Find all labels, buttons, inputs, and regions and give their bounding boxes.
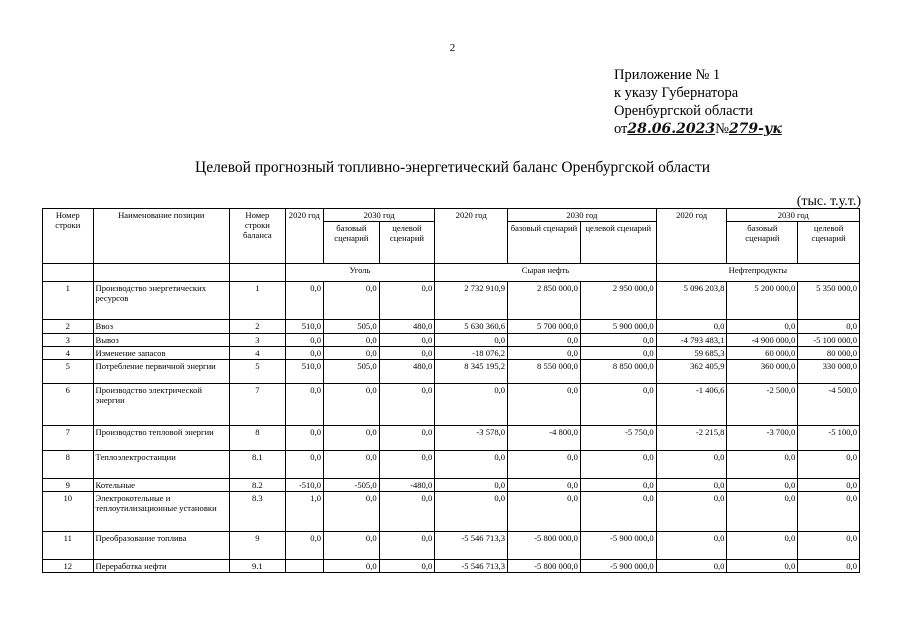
category-products: Нефтепродукты xyxy=(656,264,859,282)
value-cell: 360 000,0 xyxy=(727,360,798,384)
value-cell: 510,0 xyxy=(285,320,323,334)
balance-row-cell: 5 xyxy=(230,360,286,384)
value-cell: 5 200 000,0 xyxy=(727,282,798,320)
value-cell: 0,0 xyxy=(379,426,435,451)
position-name-cell: Электрокотельные и теплоутилизационные установки xyxy=(93,492,229,532)
value-cell: 0,0 xyxy=(324,334,380,347)
header-coal-target: целевой сценарий xyxy=(379,222,435,264)
appendix-number-sign: № xyxy=(715,121,729,137)
header-coal-base: базовый сценарий xyxy=(324,222,380,264)
balance-row-cell: 8.2 xyxy=(230,479,286,492)
value-cell: 0,0 xyxy=(285,451,323,479)
row-number-cell: 8 xyxy=(43,451,94,479)
value-cell: 2 732 910,9 xyxy=(435,282,508,320)
value-cell: -4 800,0 xyxy=(508,426,581,451)
table-row xyxy=(43,360,860,384)
appendix-line-3: Оренбургской области xyxy=(614,103,754,119)
value-cell: 0,0 xyxy=(580,492,656,532)
position-name-cell: Изменение запасов xyxy=(93,347,229,360)
value-cell: -3 700,0 xyxy=(727,426,798,451)
value-cell: 0,0 xyxy=(727,492,798,532)
value-cell: 5 700 000,0 xyxy=(508,320,581,334)
value-cell: 505,0 xyxy=(324,360,380,384)
value-cell: 8 850 000,0 xyxy=(580,360,656,384)
value-cell: 60 000,0 xyxy=(727,347,798,360)
value-cell: 80 000,0 xyxy=(798,347,860,360)
value-cell: 480,0 xyxy=(379,360,435,384)
value-cell: 5 096 203,8 xyxy=(656,282,727,320)
value-cell: 0,0 xyxy=(656,492,727,532)
value-cell: 0,0 xyxy=(435,451,508,479)
value-cell: 0,0 xyxy=(285,282,323,320)
value-cell: 5 350 000,0 xyxy=(798,282,860,320)
value-cell: 0,0 xyxy=(798,492,860,532)
header-coal-2030: 2030 год xyxy=(324,209,435,222)
table-row xyxy=(43,532,860,560)
balance-row-cell: 4 xyxy=(230,347,286,360)
value-cell: 0,0 xyxy=(798,320,860,334)
units-label: (тыс. т.у.т.) xyxy=(796,194,861,209)
value-cell: -4 500,0 xyxy=(798,384,860,426)
table-row xyxy=(43,560,860,573)
value-cell: 0,0 xyxy=(508,384,581,426)
header-oil-base: базовый сценарий xyxy=(508,222,581,264)
row-number-cell: 3 xyxy=(43,334,94,347)
value-cell: 2 950 000,0 xyxy=(580,282,656,320)
value-cell: -4 900 000,0 xyxy=(727,334,798,347)
row-number-cell: 10 xyxy=(43,492,94,532)
category-coal: Уголь xyxy=(285,264,435,282)
row-number-cell: 2 xyxy=(43,320,94,334)
row-number-cell: 5 xyxy=(43,360,94,384)
value-cell xyxy=(285,560,323,573)
balance-row-cell: 2 xyxy=(230,320,286,334)
value-cell: 0,0 xyxy=(435,479,508,492)
value-cell: 505,0 xyxy=(324,320,380,334)
value-cell: 0,0 xyxy=(508,479,581,492)
value-cell: 0,0 xyxy=(324,560,380,573)
value-cell: 0,0 xyxy=(508,334,581,347)
value-cell: 5 630 360,6 xyxy=(435,320,508,334)
header-products-2030: 2030 год xyxy=(727,209,860,222)
header-oil-target: целевой сценарий xyxy=(580,222,656,264)
value-cell: 8 345 195,2 xyxy=(435,360,508,384)
value-cell: 510,0 xyxy=(285,360,323,384)
value-cell: 0,0 xyxy=(379,451,435,479)
value-cell: 0,0 xyxy=(324,532,380,560)
document-title: Целевой прогнозный топливно-энергетический баланс Оренбургской области xyxy=(195,159,710,176)
header-balance-row: Номер строки баланса xyxy=(230,209,286,264)
row-number-cell: 11 xyxy=(43,532,94,560)
value-cell: 0,0 xyxy=(435,492,508,532)
appendix-date-prefix: от xyxy=(614,121,628,137)
appendix-line-1: Приложение № 1 xyxy=(614,67,721,83)
header-oil-2030: 2030 год xyxy=(508,209,657,222)
value-cell: 0,0 xyxy=(285,347,323,360)
value-cell: -5 100 000,0 xyxy=(798,334,860,347)
header-name: Наименование позиции xyxy=(93,209,229,264)
value-cell: 0,0 xyxy=(656,479,727,492)
balance-row-cell: 8.1 xyxy=(230,451,286,479)
value-cell: 0,0 xyxy=(324,426,380,451)
row-number-cell: 12 xyxy=(43,560,94,573)
value-cell: -4 793 483,1 xyxy=(656,334,727,347)
header-products-target: целевой сценарий xyxy=(798,222,860,264)
table-row xyxy=(43,451,860,479)
value-cell: -2 500,0 xyxy=(727,384,798,426)
value-cell: 1,0 xyxy=(285,492,323,532)
appendix-line-4 xyxy=(614,120,782,138)
position-name-cell: Производство энергетических ресурсов xyxy=(93,282,229,320)
value-cell: 0,0 xyxy=(324,451,380,479)
value-cell: 0,0 xyxy=(798,451,860,479)
balance-row-cell: 7 xyxy=(230,384,286,426)
value-cell: 0,0 xyxy=(580,479,656,492)
table-row xyxy=(43,492,860,532)
value-cell: -5 546 713,3 xyxy=(435,560,508,573)
value-cell: 0,0 xyxy=(727,560,798,573)
row-number-cell: 7 xyxy=(43,426,94,451)
table-row xyxy=(43,384,860,426)
value-cell: 0,0 xyxy=(580,347,656,360)
table-body xyxy=(43,282,860,573)
header-products-base: базовый сценарий xyxy=(727,222,798,264)
value-cell: 330 000,0 xyxy=(798,360,860,384)
value-cell: -505,0 xyxy=(324,479,380,492)
value-cell: 0,0 xyxy=(656,532,727,560)
header-row-number: Номер строки xyxy=(43,209,94,264)
position-name-cell: Ввоз xyxy=(93,320,229,334)
balance-table xyxy=(42,208,860,573)
value-cell: 8 550 000,0 xyxy=(508,360,581,384)
value-cell: -5 800 000,0 xyxy=(508,532,581,560)
value-cell: 0,0 xyxy=(285,426,323,451)
value-cell: -5 546 713,3 xyxy=(435,532,508,560)
value-cell: 0,0 xyxy=(727,451,798,479)
value-cell: -5 100,0 xyxy=(798,426,860,451)
value-cell: 480,0 xyxy=(379,320,435,334)
value-cell: 0,0 xyxy=(379,334,435,347)
value-cell: 0,0 xyxy=(379,532,435,560)
position-name-cell: Котельные xyxy=(93,479,229,492)
value-cell: 0,0 xyxy=(508,492,581,532)
value-cell: 0,0 xyxy=(727,532,798,560)
balance-row-cell: 1 xyxy=(230,282,286,320)
value-cell: 0,0 xyxy=(285,384,323,426)
balance-row-cell: 8 xyxy=(230,426,286,451)
row-number-cell: 6 xyxy=(43,384,94,426)
value-cell: 0,0 xyxy=(580,384,656,426)
value-cell: 0,0 xyxy=(324,347,380,360)
header-coal-2020: 2020 год xyxy=(285,209,323,264)
position-name-cell: Потребление первичной энергии xyxy=(93,360,229,384)
table-row xyxy=(43,479,860,492)
value-cell: -5 900 000,0 xyxy=(580,532,656,560)
row-number-cell: 4 xyxy=(43,347,94,360)
appendix-line-2: к указу Губернатора xyxy=(614,85,739,101)
balance-row-cell: 9 xyxy=(230,532,286,560)
value-cell: 0,0 xyxy=(656,451,727,479)
value-cell: -510,0 xyxy=(285,479,323,492)
value-cell: 2 850 000,0 xyxy=(508,282,581,320)
table-row xyxy=(43,347,860,360)
value-cell: -5 900 000,0 xyxy=(580,560,656,573)
value-cell: -480,0 xyxy=(379,479,435,492)
value-cell: 0,0 xyxy=(727,479,798,492)
table-row xyxy=(43,334,860,347)
appendix-block xyxy=(614,66,782,138)
position-name-cell: Преобразование топлива xyxy=(93,532,229,560)
value-cell: 0,0 xyxy=(379,492,435,532)
header-oil-2020: 2020 год xyxy=(435,209,508,264)
value-cell: 0,0 xyxy=(798,560,860,573)
value-cell: 0,0 xyxy=(379,347,435,360)
row-number-cell: 9 xyxy=(43,479,94,492)
table-row xyxy=(43,320,860,334)
value-cell: 0,0 xyxy=(324,384,380,426)
position-name-cell: Теплоэлектростанции xyxy=(93,451,229,479)
category-oil: Сырая нефть xyxy=(435,264,656,282)
value-cell: 0,0 xyxy=(656,560,727,573)
value-cell: 0,0 xyxy=(379,384,435,426)
value-cell: -1 406,6 xyxy=(656,384,727,426)
value-cell: 5 900 000,0 xyxy=(580,320,656,334)
appendix-date: 28.06.2023 xyxy=(627,121,716,137)
value-cell: 0,0 xyxy=(379,560,435,573)
value-cell: -5 800 000,0 xyxy=(508,560,581,573)
value-cell: 0,0 xyxy=(798,532,860,560)
header-products-2020: 2020 год xyxy=(656,209,727,264)
table-row xyxy=(43,282,860,320)
value-cell: -3 578,0 xyxy=(435,426,508,451)
value-cell: -5 750,0 xyxy=(580,426,656,451)
value-cell: 59 685,3 xyxy=(656,347,727,360)
position-name-cell: Производство тепловой энергии xyxy=(93,426,229,451)
value-cell: 0,0 xyxy=(580,334,656,347)
position-name-cell: Переработка нефти xyxy=(93,560,229,573)
balance-row-cell: 9.1 xyxy=(230,560,286,573)
value-cell: 0,0 xyxy=(285,334,323,347)
value-cell: 0,0 xyxy=(580,451,656,479)
value-cell: 0,0 xyxy=(798,479,860,492)
value-cell: 0,0 xyxy=(285,532,323,560)
value-cell: 0,0 xyxy=(656,320,727,334)
value-cell: 0,0 xyxy=(435,334,508,347)
value-cell: 0,0 xyxy=(379,282,435,320)
page-number: 2 xyxy=(449,42,456,54)
balance-row-cell: 8.3 xyxy=(230,492,286,532)
appendix-number: 279-ук xyxy=(728,121,782,137)
value-cell: 362 405,9 xyxy=(656,360,727,384)
position-name-cell: Вывоз xyxy=(93,334,229,347)
value-cell: -2 215,8 xyxy=(656,426,727,451)
value-cell: 0,0 xyxy=(324,282,380,320)
position-name-cell: Производство электрической энергии xyxy=(93,384,229,426)
balance-row-cell: 3 xyxy=(230,334,286,347)
table-row xyxy=(43,426,860,451)
value-cell: -18 076,2 xyxy=(435,347,508,360)
value-cell: 0,0 xyxy=(727,320,798,334)
value-cell: 0,0 xyxy=(508,347,581,360)
value-cell: 0,0 xyxy=(324,492,380,532)
value-cell: 0,0 xyxy=(508,451,581,479)
row-number-cell: 1 xyxy=(43,282,94,320)
value-cell: 0,0 xyxy=(435,384,508,426)
